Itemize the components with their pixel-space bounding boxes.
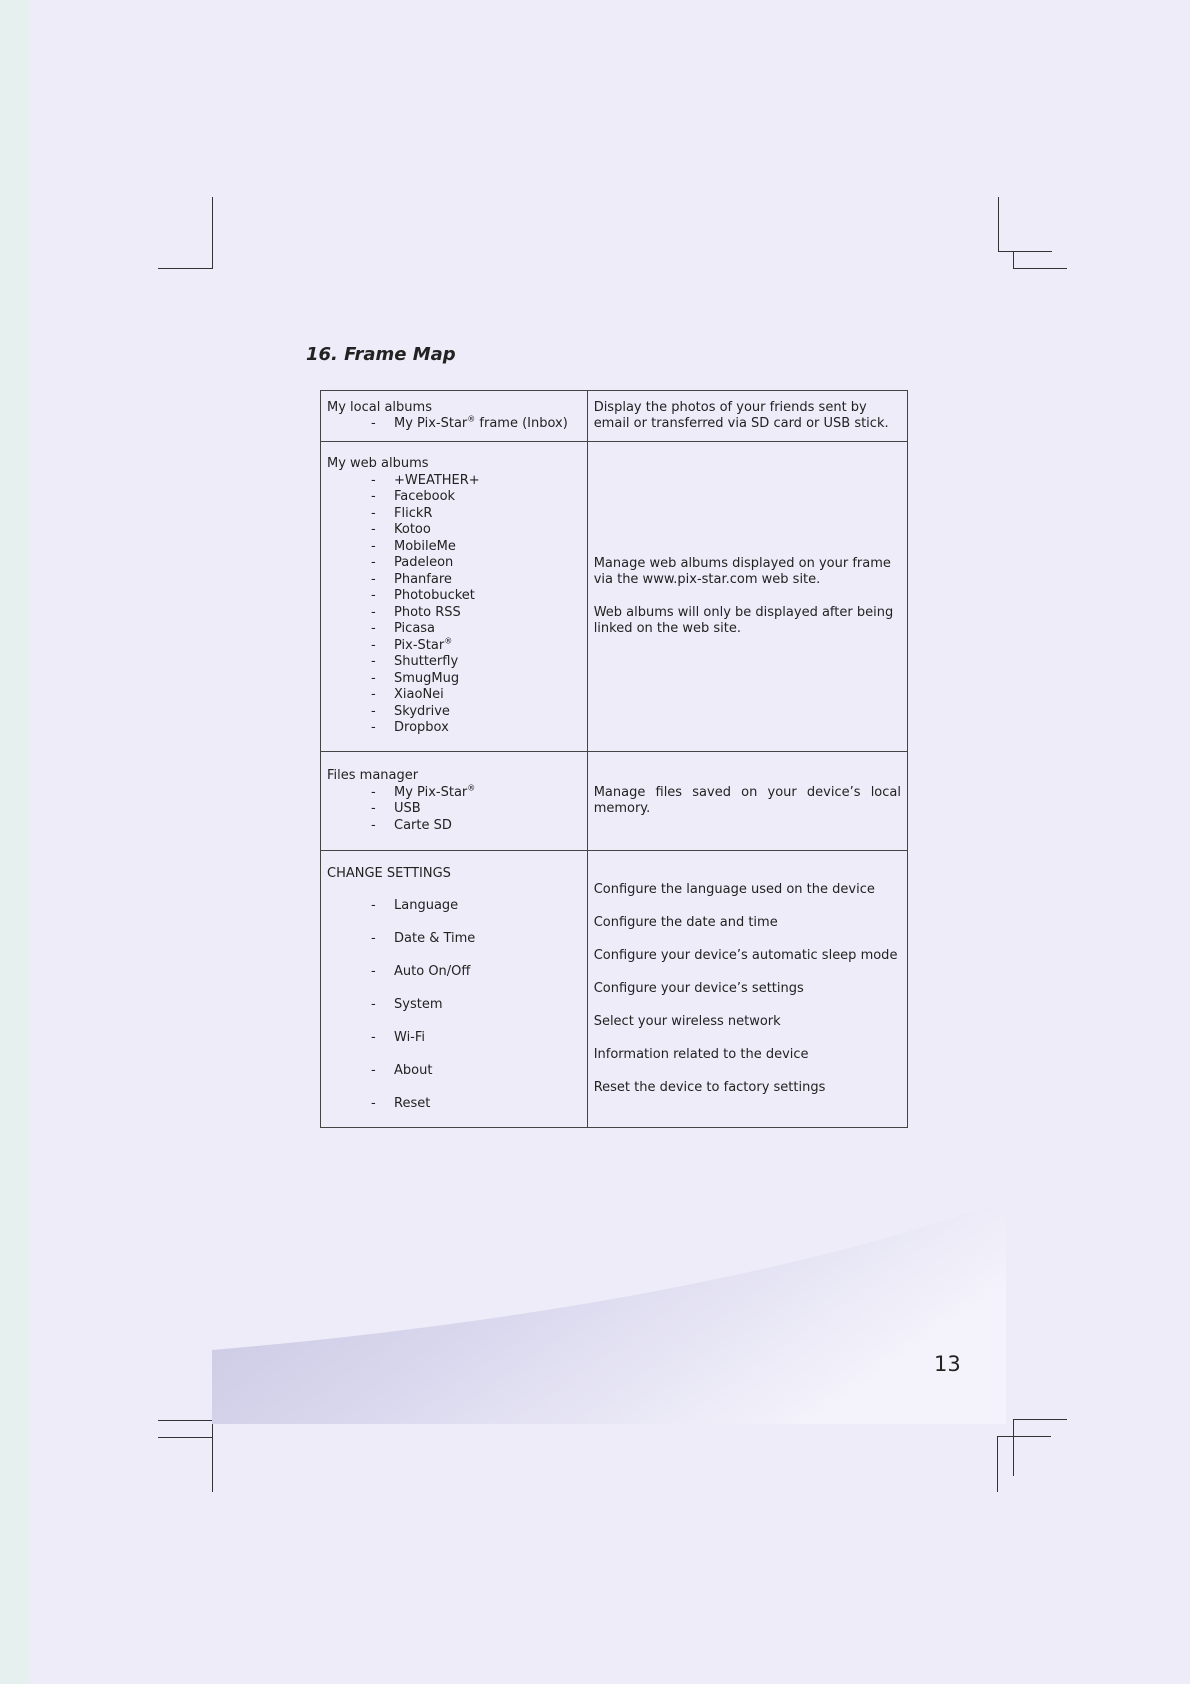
list-item: - Carte SD bbox=[371, 818, 581, 835]
setting-description: Configure the date and time bbox=[593, 914, 778, 930]
files-manager-list bbox=[327, 785, 581, 835]
list-item: - Phanfare bbox=[371, 572, 581, 589]
description-cell bbox=[587, 752, 907, 851]
setting-description: Configure the language used on the device bbox=[593, 881, 875, 897]
web-albums-list bbox=[327, 473, 581, 737]
list-item: - USB bbox=[371, 801, 581, 818]
setting-description: Configure your device’s automatic sleep mode bbox=[593, 947, 898, 963]
setting-description: Information related to the device bbox=[593, 1046, 809, 1062]
change-settings-heading: CHANGE SETTINGS bbox=[327, 865, 451, 881]
web-albums-heading: My web albums bbox=[327, 456, 429, 472]
local-albums-list bbox=[327, 416, 581, 433]
section-title: 16. Frame Map bbox=[306, 344, 456, 365]
registered-mark: ® bbox=[444, 636, 453, 646]
list-item: - About bbox=[371, 1063, 581, 1080]
setting-description: Reset the device to factory settings bbox=[593, 1079, 826, 1095]
list-item: - SmugMug bbox=[371, 671, 581, 688]
list-item: - Auto On/Off bbox=[371, 964, 581, 981]
crop-mark bbox=[1013, 1419, 1067, 1420]
files-manager-description: Manage files saved on your device’s local memory. bbox=[593, 784, 901, 816]
settings-list bbox=[327, 898, 581, 1113]
list-item: - Date & Time bbox=[371, 931, 581, 948]
frame-map-table bbox=[320, 390, 908, 1128]
list-item: - Padeleon bbox=[371, 555, 581, 572]
list-item: - Dropbox bbox=[371, 720, 581, 737]
list-item: - FlickR bbox=[371, 506, 581, 523]
list-item: - Wi-Fi bbox=[371, 1030, 581, 1047]
list-item: - Photobucket bbox=[371, 588, 581, 605]
list-item: - Skydrive bbox=[371, 704, 581, 721]
list-item: - Pix-Star® bbox=[371, 638, 581, 655]
crop-mark bbox=[212, 1420, 213, 1492]
decorative-wave bbox=[212, 1188, 1006, 1424]
list-item: - Facebook bbox=[371, 489, 581, 506]
crop-mark bbox=[212, 197, 213, 269]
crop-mark bbox=[158, 1437, 212, 1438]
list-item: - XiaoNei bbox=[371, 687, 581, 704]
list-item: - My Pix-Star® frame (Inbox) bbox=[371, 416, 581, 433]
list-item: - Picasa bbox=[371, 621, 581, 638]
list-item: - MobileMe bbox=[371, 539, 581, 556]
crop-mark bbox=[158, 268, 212, 269]
crop-mark bbox=[998, 251, 1052, 252]
local-albums-description: Display the photos of your friends sent by email or transferred via SD card or USB stick. bbox=[593, 399, 889, 431]
files-manager-heading: Files manager bbox=[327, 768, 419, 783]
list-item: - Language bbox=[371, 898, 581, 915]
list-item: - Reset bbox=[371, 1096, 581, 1113]
web-albums-description: Manage web albums displayed on your frame via the www.pix-star.com web site. bbox=[593, 555, 891, 587]
feature-cell bbox=[321, 442, 588, 752]
crop-mark bbox=[997, 1436, 1051, 1437]
table-row bbox=[321, 442, 908, 752]
crop-mark bbox=[1013, 268, 1067, 269]
table-row bbox=[321, 851, 908, 1128]
list-item: - My Pix-Star® bbox=[371, 785, 581, 802]
feature-cell bbox=[321, 391, 588, 442]
list-item: - Kotoo bbox=[371, 522, 581, 539]
crop-mark bbox=[1013, 1419, 1014, 1476]
registered-mark: ® bbox=[467, 414, 476, 424]
local-albums-heading: My local albums bbox=[327, 399, 432, 415]
description-cell bbox=[587, 851, 907, 1128]
feature-cell bbox=[321, 851, 588, 1128]
feature-cell bbox=[321, 752, 588, 851]
crop-mark bbox=[1013, 251, 1014, 268]
page-number: 13 bbox=[934, 1352, 961, 1376]
crop-mark bbox=[998, 197, 999, 251]
description-cell bbox=[587, 442, 907, 752]
registered-mark: ® bbox=[467, 783, 476, 793]
description-cell bbox=[587, 391, 907, 442]
table-row bbox=[321, 391, 908, 442]
scan-left-strip bbox=[0, 0, 31, 1684]
web-albums-note: Web albums will only be displayed after being linked on the web site. bbox=[593, 604, 894, 636]
list-item: - +WEATHER+ bbox=[371, 473, 581, 490]
table-row bbox=[321, 752, 908, 851]
setting-description: Configure your device’s settings bbox=[593, 980, 804, 996]
crop-mark bbox=[997, 1436, 998, 1492]
list-item: - System bbox=[371, 997, 581, 1014]
list-item: - Photo RSS bbox=[371, 605, 581, 622]
setting-description: Select your wireless network bbox=[593, 1013, 781, 1029]
crop-mark bbox=[158, 1420, 212, 1421]
list-item: - Shutterfly bbox=[371, 654, 581, 671]
